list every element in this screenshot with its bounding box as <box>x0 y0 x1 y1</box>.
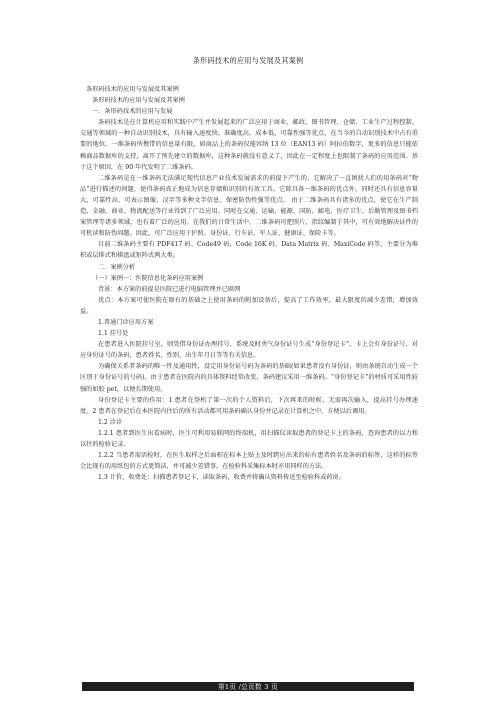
case-heading: （一）案例一：医院信息化条码应用案例 <box>92 274 204 282</box>
subheading: 1.2 诊诊 <box>98 418 123 426</box>
subheading: 1.普通门诊应用方案 <box>98 318 154 326</box>
page-footer <box>0 682 496 702</box>
paragraph: 条码技术是在计算机应用和实践中产生并发展起来的广泛应用于商业、邮政、图书管理、仓储、工业生产过程控制、交通等领域的一种自动识别技术，具有输入速度快、准确度高、成本低、可靠性强等优点，在当今的自动识别技术中占有重要的地位。一维条码所携带的信息量有限，如商品上的条码仅能容纳 13 位（EAN13 码）阿拉伯数字，更多的信息只能依赖商品数据库的支持，离开了预先建立的数据库，这种条码就没有意义了，因此在一定程度上也限制了条码的应用范围。基于这个原因，在 90 年代发明了二维条码。 <box>80 119 418 171</box>
paragraph: 条形码技术的应用与发展及其案例 <box>92 97 185 105</box>
section-heading: 一．条形码技术的应用与发展 <box>92 108 173 116</box>
paragraph: 1.2.1 患者到医生出看病时，医生可利用易联网的终端机，用扫描仪读取患者的登记卡上的条码，查询患者的以力和以往的检验记录。 <box>80 429 418 448</box>
paragraph: 为确保关系者条码的唯一性及通用性，设定用身份证号码为条码的基础(如果患者没有身份证，则由条统自动生成一个区别于身份证号的号码)。由于患者在医院内的具体资料经常改变，条码建议采用一维条码。“身份登记卡”的材质可采用性较强的如胶 pet，以便长期使用。 <box>80 363 418 393</box>
subheading: 1.1 挂号处 <box>98 330 129 338</box>
paragraph: 1.3 计价，收费处：扫描患者登记卡，读取条码，收费并将确认资料传送至检验科或药房。 <box>98 474 345 482</box>
document-title: 条形码技术的应用与发展及其案例 <box>192 56 304 65</box>
paragraph: 1.2.2 当患者需活检时，在医生取样之后面积在标本上贴上及时跨应出来的标有患者姓名及条码的标签，这样的标签会比现有的用纸包的方式更简洁，并可减少差错事。在检验科采集标本时亦用同样的方法。 <box>80 452 418 471</box>
paragraph: 优点：本方案可使医院在原有的基础之上使用条码的附加设备后，提高了工作效率，最大限度的减少差错，增加效益。 <box>80 296 418 315</box>
paragraph: 身份登记卡主要的作用：1 患者在登机了第一次的个人资料后，下次再来的时候，无需再次输入，提高挂号办理速度。2 患者在登记后在本医院内往后的所有活动都可用条码确认身份并记录在计算机之中，方便以后调用。 <box>80 396 418 415</box>
paragraph: 二维条码是在一维条码无法满足现代信息产业技术发展需求的前提下产生的，它解决了一直困扰人们的用条码对“物品”进行描述的问题，使得条码真正地成为信息存储和识别的有效工具。它除具备一维条码的优点外，同时还具有信息容量大、可靠性高、可表示图像、汉字等多种文字信息、保密防伪性强等优点。 由于二维条码具有诸多的优点，使它在生产制造、金融、商业、物流配送等行业得到了广泛应用。同时在交通、运输、能源、国防、邮电、医疗卫生、后勤管理及图书档案管理等诸多领域，也有着广泛的应用。在我们的日常生活中，二维条码可把照片、指纹编制于其中，可有效地解决证件的可机读和防伪问题。因此，可广泛应用于护照、身份证、行车证、军人证、健康证、保险卡等。 <box>80 174 418 238</box>
paragraph: 在患者进入医院挂号室，则凭借身份证办理挂号，系统及时勇气身份证号生成“身份登记卡”，卡上会有身份证号，对应身份证号的条码，患者姓名，性别，出生年月日等等有关信息。 <box>80 341 418 360</box>
document-body <box>80 84 418 483</box>
section-heading: 二．案例分析 <box>98 263 136 271</box>
paragraph: 目前二维条码主要有 PDF417 码、Code49 码、Code 16K 码、Data Matrix 码、MaxiCode 码等，主要分为堆积或层排式和棋盘或矩阵式两大类。 <box>80 241 418 260</box>
page-number: 第1页 /总页数 3 页 <box>217 683 279 691</box>
paragraph: 条形码技术的应用与发展及其案例 <box>86 86 179 93</box>
paragraph: 背景：本方案的前提是医院已进行电脑管理并已联网 <box>98 285 241 293</box>
